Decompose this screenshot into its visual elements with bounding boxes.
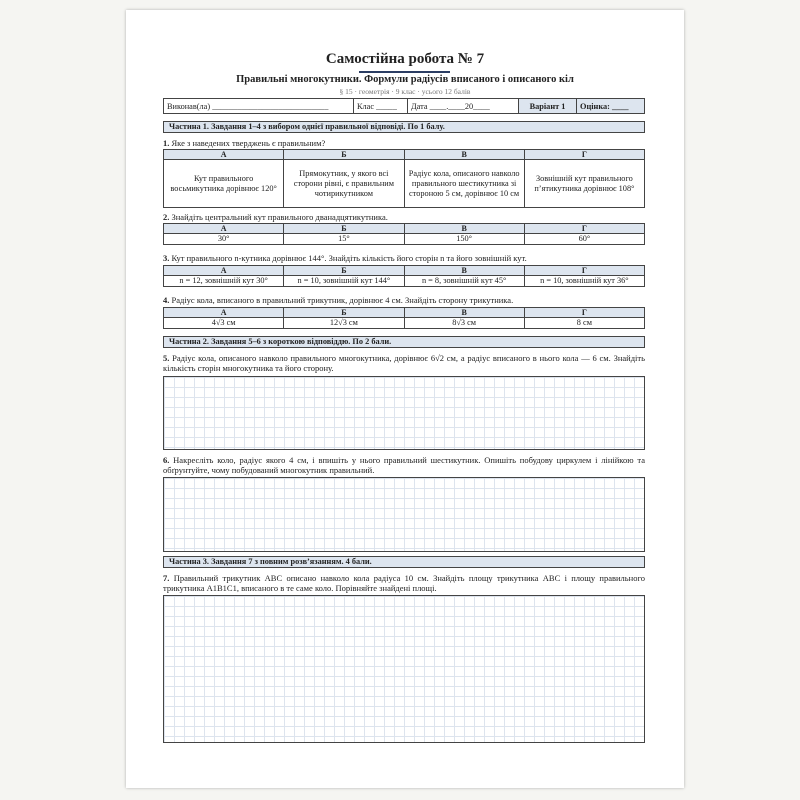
option-header-b: Б bbox=[284, 150, 404, 160]
question-text: Кут правильного n-кутника дорівнює 144°. Знайдіть кількість його сторін n та його зовнішній кут. bbox=[171, 253, 527, 263]
question-number: 7. bbox=[163, 573, 170, 583]
option-c[interactable]: 150° bbox=[404, 234, 524, 245]
class-field[interactable]: Клас _____ bbox=[354, 99, 408, 113]
option-header-c: В bbox=[404, 308, 524, 318]
page-meta: § 15 · геометрія · 9 клас · усього 12 балів bbox=[339, 87, 471, 96]
option-b[interactable]: 12√3 см bbox=[284, 318, 404, 329]
option-d[interactable]: 8 см bbox=[524, 318, 644, 329]
question-text: Накресліть коло, радіус якого 4 см, і впишіть у нього правильний шестикутник. Опишіть побудову циркулем і лінійкою та обґрунтуйте, чому побудований многокутник правильний. bbox=[163, 455, 645, 475]
question-number: 5. bbox=[163, 353, 170, 363]
answer-area-q6[interactable] bbox=[163, 477, 645, 552]
part3-header: Частина 3. Завдання 7 з повним розв’язанням. 4 бали. bbox=[163, 556, 645, 568]
answer-table-q2 bbox=[163, 223, 645, 245]
option-header-d: Г bbox=[524, 150, 644, 160]
page-title: Самостійна робота № 7 bbox=[325, 51, 485, 67]
option-c[interactable]: n = 8, зовнішній кут 45° bbox=[404, 276, 524, 287]
option-header-c: В bbox=[404, 224, 524, 234]
part2-header: Частина 2. Завдання 5–6 з короткою відповіддю. По 2 бали. bbox=[163, 336, 645, 348]
option-a[interactable]: n = 12, зовнішній кут 30° bbox=[164, 276, 284, 287]
option-header-a: А bbox=[164, 266, 284, 276]
answer-area-q7[interactable] bbox=[163, 595, 645, 743]
option-d[interactable]: 60° bbox=[524, 234, 644, 245]
option-header-d: Г bbox=[524, 224, 644, 234]
option-a[interactable]: 4√3 см bbox=[164, 318, 284, 329]
option-b[interactable]: n = 10, зовнішній кут 144° bbox=[284, 276, 404, 287]
option-b[interactable]: Прямокутник, у якого всі сторони рівні, є правильним чотирикутником bbox=[284, 160, 404, 208]
date-field[interactable]: Дата ____.____20____ bbox=[408, 99, 519, 113]
question-number: 4. bbox=[163, 295, 170, 305]
option-header-b: Б bbox=[284, 308, 404, 318]
student-name-field[interactable]: Виконав(ла) ____________________________ bbox=[164, 99, 354, 113]
grade-field: Оцінка: ____ bbox=[577, 99, 644, 113]
question-4 bbox=[163, 295, 645, 305]
student-info-bar bbox=[163, 98, 645, 114]
question-number: 3. bbox=[163, 253, 170, 263]
option-header-d: Г bbox=[524, 308, 644, 318]
question-7 bbox=[163, 573, 645, 593]
part1-header: Частина 1. Завдання 1–4 з вибором однієї правильної відповіді. По 1 балу. bbox=[163, 121, 645, 133]
question-text: Радіус кола, вписаного в правильний трикутник, дорівнює 4 см. Знайдіть сторону трикутника. bbox=[171, 295, 514, 305]
option-header-c: В bbox=[404, 266, 524, 276]
option-header-d: Г bbox=[524, 266, 644, 276]
option-a[interactable]: 30° bbox=[164, 234, 284, 245]
worksheet-page bbox=[126, 10, 684, 788]
option-header-b: Б bbox=[284, 224, 404, 234]
question-text: Знайдіть центральний кут правильного дванадцятикутника. bbox=[171, 212, 388, 222]
question-text: Радіус кола, описаного навколо правильного многокутника, дорівнює 6√2 см, а радіус вписаного в нього кола — 6 см. Знайдіть кількість сторін многокутника та його сторону. bbox=[163, 353, 645, 373]
option-header-a: А bbox=[164, 224, 284, 234]
option-header-b: Б bbox=[284, 266, 404, 276]
question-text: Правильний трикутник ABC описано навколо кола радіуса 10 см. Знайдіть площу трикутника ABC і площу правильного трикутника A1B1C1, вписаного в те саме коло. Порівняйте знайдені площі. bbox=[163, 573, 645, 593]
answer-table-q1 bbox=[163, 149, 645, 208]
option-header-a: А bbox=[164, 150, 284, 160]
page-subtitle: Правильні многокутники. Формули радіусів вписаного і описаного кіл bbox=[236, 74, 574, 85]
question-number: 6. bbox=[163, 455, 170, 465]
question-number: 2. bbox=[163, 212, 170, 222]
question-number: 1. bbox=[163, 138, 170, 148]
answer-table-q4 bbox=[163, 307, 645, 329]
question-1 bbox=[163, 138, 645, 148]
option-c[interactable]: 8√3 см bbox=[404, 318, 524, 329]
option-d[interactable]: n = 10, зовнішній кут 36° bbox=[524, 276, 644, 287]
option-a[interactable]: Кут правильного восьмикутника дорівнює 120° bbox=[164, 160, 284, 208]
answer-area-q5[interactable] bbox=[163, 376, 645, 450]
question-2 bbox=[163, 212, 645, 222]
question-text: Яке з наведених тверджень є правильним? bbox=[171, 138, 326, 148]
answer-table-q3 bbox=[163, 265, 645, 287]
question-6 bbox=[163, 455, 645, 475]
option-d[interactable]: Зовнішній кут правильного п’ятикутника дорівнює 108° bbox=[524, 160, 644, 208]
option-b[interactable]: 15° bbox=[284, 234, 404, 245]
question-3 bbox=[163, 253, 645, 263]
title-underline bbox=[359, 71, 450, 73]
option-header-c: В bbox=[404, 150, 524, 160]
option-c[interactable]: Радіус кола, описаного навколо правильного шестикутника зі стороною 5 см, дорівнює 10 см bbox=[404, 160, 524, 208]
variant-label: Варіант 1 bbox=[519, 99, 577, 113]
question-5 bbox=[163, 353, 645, 373]
option-header-a: А bbox=[164, 308, 284, 318]
